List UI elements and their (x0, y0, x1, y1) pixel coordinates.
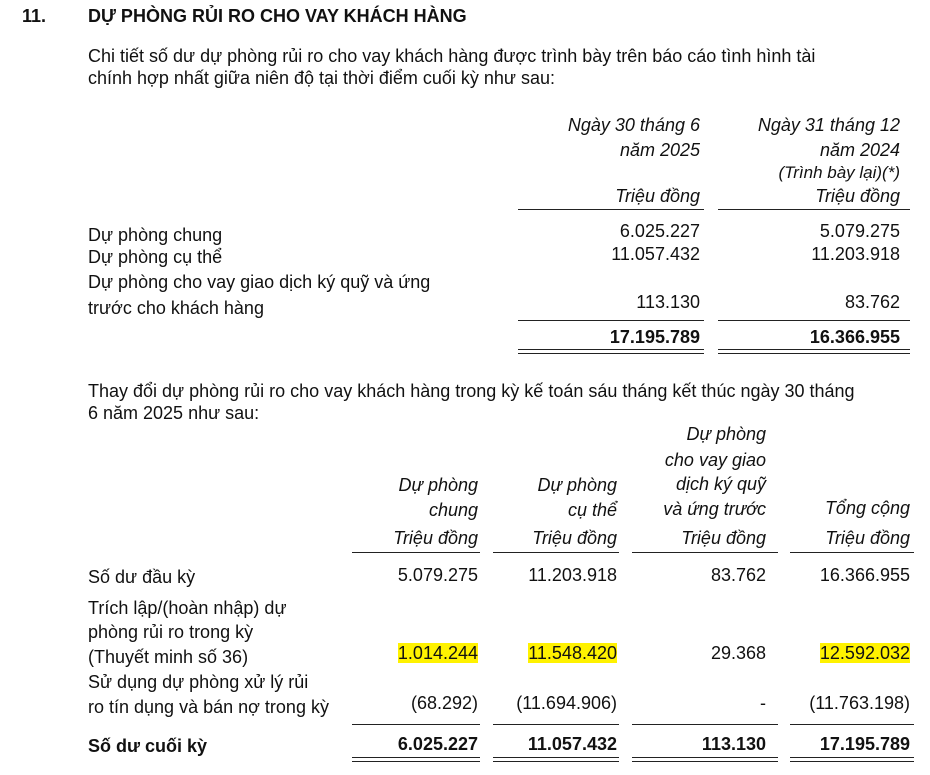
t2-row-provision-v1 (398, 643, 478, 664)
t2-c4-unit: Triệu đồng (825, 528, 910, 548)
t1-col2-total-double-rule (718, 349, 910, 354)
t1-col1-header-rule (518, 209, 704, 210)
changes-paragraph-line2: 6 năm 2025 như sau: (88, 403, 260, 423)
t2-row-usage-label-line2: ro tín dụng và bán nợ trong kỳ (88, 697, 329, 717)
t2-c2-header-rule (493, 552, 619, 553)
t1-col1-subtotal-rule (518, 320, 704, 321)
t1-col2-header-rule (718, 209, 910, 210)
t2-c4-header-line1: Tổng cộng (824, 498, 910, 518)
t1-row-margin-label-line1: Dự phòng cho vay giao dịch ký quỹ và ứng (88, 272, 431, 292)
changes-paragraph-line1: Thay đổi dự phòng rủi ro cho vay khách hàng trong kỳ kế toán sáu tháng kết thúc ngày 30 tháng (88, 381, 855, 401)
t2-row-provision-v1-highlight: 1.014.244 (397, 643, 478, 663)
t2-row-closing-v1: 6.025.227 (397, 734, 478, 754)
intro-paragraph-line2: chính hợp nhất giữa niên độ tại thời điểm cuối kỳ như sau: (88, 68, 555, 88)
t1-col2-header-line2: năm 2024 (819, 140, 900, 160)
t2-row-provision-v4-highlight: 12.592.032 (819, 643, 910, 663)
t2-row-provision-v2-highlight: 11.548.420 (528, 643, 617, 663)
t2-c3-subtotal-rule (632, 724, 778, 725)
t2-c3-header-line3: dịch ký quỹ (675, 474, 766, 494)
t2-row-provision-v3: 29.368 (710, 643, 766, 663)
t1-col1-unit: Triệu đồng (615, 186, 700, 206)
t1-row-general-v1: 6.025.227 (619, 221, 700, 241)
t1-col2-unit: Triệu đồng (815, 186, 900, 206)
t2-c1-unit: Triệu đồng (393, 528, 478, 548)
t2-c2-total-double-rule (493, 757, 619, 762)
t2-row-provision-v4 (820, 643, 910, 664)
t2-c3-header-line2: cho vay giao (664, 450, 766, 470)
t2-row-provision-label-line3: (Thuyết minh số 36) (88, 647, 249, 667)
t1-col1-header-line2: năm 2025 (619, 140, 700, 160)
t1-row-general-v2: 5.079.275 (819, 221, 900, 241)
t2-row-usage-v3: - (760, 693, 766, 713)
t2-c1-header-line1: Dự phòng (398, 475, 478, 495)
t1-col2-header-line1: Ngày 31 tháng 12 (757, 115, 900, 135)
t1-row-specific-v2: 11.203.918 (811, 244, 900, 264)
t2-c2-subtotal-rule (493, 724, 619, 725)
t1-row-specific-v1: 11.057.432 (611, 244, 700, 264)
t1-row-general-label: Dự phòng chung (88, 225, 223, 245)
t2-c4-header-rule (790, 552, 914, 553)
t2-row-closing-label: Số dư cuối kỳ (88, 736, 208, 756)
t2-row-usage-v1: (68.292) (410, 693, 478, 713)
t1-row-specific-label: Dự phòng cụ thể (88, 247, 223, 267)
t1-row-margin-v2: 83.762 (844, 292, 900, 312)
t1-row-margin-v1: 113.130 (636, 292, 700, 312)
t2-c1-header-line2: chung (428, 500, 478, 520)
t2-row-provision-v2 (528, 643, 617, 664)
t2-row-provision-label-line2: phòng rủi ro trong kỳ (88, 622, 254, 642)
t1-total-v1: 17.195.789 (609, 327, 700, 347)
t2-row-usage-v2: (11.694.906) (516, 693, 617, 713)
t2-row-opening-label: Số dư đầu kỳ (88, 567, 196, 587)
t2-c3-header-rule (632, 552, 778, 553)
t1-col2-header-line3: (Trình bày lại)(*) (778, 163, 900, 182)
t2-c2-unit: Triệu đồng (532, 528, 617, 548)
t2-row-closing-v3: 113.130 (701, 734, 766, 754)
t2-c3-unit: Triệu đồng (681, 528, 766, 548)
t2-row-closing-v2: 11.057.432 (527, 734, 617, 754)
t2-c1-header-rule (352, 552, 480, 553)
t2-c1-total-double-rule (352, 757, 480, 762)
t1-col1-total-double-rule (518, 349, 704, 354)
section-number: 11. (22, 6, 47, 26)
t1-col2-subtotal-rule (718, 320, 910, 321)
t2-c2-header-line1: Dự phòng (537, 475, 617, 495)
section-title: DỰ PHÒNG RỦI RO CHO VAY KHÁCH HÀNG (88, 6, 467, 26)
t2-row-usage-label-line1: Sử dụng dự phòng xử lý rủi (88, 672, 309, 692)
t2-c4-subtotal-rule (790, 724, 914, 725)
t1-col1-header-line1: Ngày 30 tháng 6 (567, 115, 700, 135)
t2-row-closing-v4: 17.195.789 (819, 734, 910, 754)
t1-row-margin-label-line2: trước cho khách hàng (88, 298, 264, 318)
intro-paragraph-line1: Chi tiết số dư dự phòng rủi ro cho vay khách hàng được trình bày trên báo cáo tình hình tài (88, 46, 816, 66)
t2-row-opening-v3: 83.762 (710, 565, 766, 585)
t1-total-v2: 16.366.955 (809, 327, 900, 347)
t2-c3-total-double-rule (632, 757, 778, 762)
t2-row-usage-v4: (11.763.198) (809, 693, 910, 713)
t2-c4-total-double-rule (790, 757, 914, 762)
t2-row-opening-v1: 5.079.275 (397, 565, 478, 585)
t2-c2-header-line2: cụ thể (567, 500, 617, 520)
t2-c3-header-line4: và ứng trước (663, 499, 766, 519)
t2-row-provision-label-line1: Trích lập/(hoàn nhập) dự (88, 598, 287, 618)
t2-c1-subtotal-rule (352, 724, 480, 725)
t2-row-opening-v4: 16.366.955 (819, 565, 910, 585)
t2-c3-header-line1: Dự phòng (686, 424, 766, 444)
t2-row-opening-v2: 11.203.918 (528, 565, 617, 585)
